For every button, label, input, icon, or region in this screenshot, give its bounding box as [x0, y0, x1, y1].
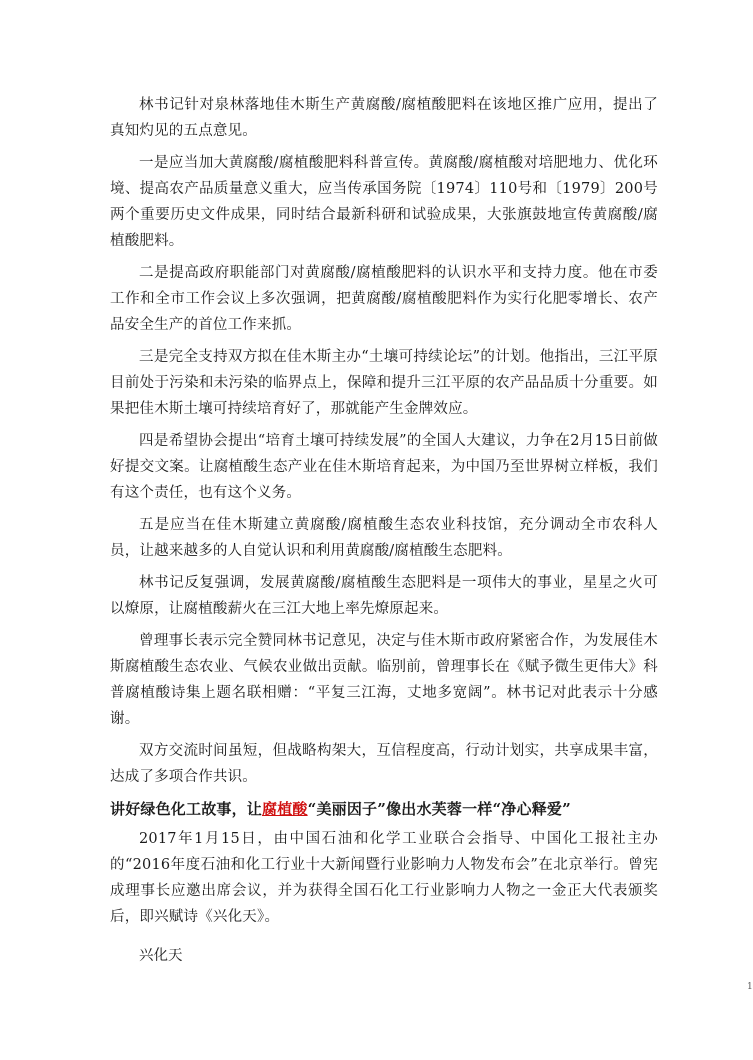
paragraph-response: 曾理事长表示完全赞同林书记意见，决定与佳木斯市政府紧密合作，为发展佳木斯腐植酸生态农业、气候农业做出贡献。临别前，曾理事长在《赋予微生更伟大》科普腐植酸诗集上题名联相赠：“平复三江海，丈地多宽阔”。林书记对此表示十分感谢。 — [110, 633, 658, 727]
paragraph-point-1: 一是应当加大黄腐酸/腐植酸肥料科普宣传。黄腐酸/腐植酸对培肥地力、优化环境、提高农产品质量意义重大，应当传承国务院〔1974〕110号和〔1979〕200号两个重要历史文件成果，同时结合最新科研和试验成果，大张旗鼓地宣传黄腐酸/腐植酸肥料。 — [110, 155, 658, 249]
paragraph-event: 2017年1月15日，由中国石油和化学工业联合会指导、中国化工报社主办的“2016年度石油和化工行业十大新闻暨行业影响力人物发布会”在北京举行。曾宪成理事长应邀出席会议，并为获得全国石化工行业影响力人物之一金正大代表颁奖后，即兴赋诗《兴化天》。 — [110, 831, 658, 925]
paragraph-emphasis: 林书记反复强调，发展黄腐酸/腐植酸生态肥料是一项伟大的事业，星星之火可以燎原，让腐植酸薪火在三江大地上率先燎原起来。 — [110, 575, 658, 617]
paragraph-summary: 双方交流时间虽短，但战略构架大，互信程度高，行动计划实，共享成果丰富，达成了多项合作共识。 — [110, 743, 658, 785]
section-heading — [110, 796, 658, 822]
paragraph-point-5: 五是应当在佳木斯建立黄腐酸/腐植酸生态农业科技馆，充分调动全市农科人员，让越来越多的人自觉认识和利用黄腐酸/腐植酸生态肥料。 — [110, 517, 658, 559]
paragraph-point-4: 四是希望协会提出“培育土壤可持续发展”的全国人大建议，力争在2月15日前做好提交文案。让腐植酸生态产业在佳木斯培育起来，为中国乃至世界树立样板，我们有这个责任，也有这个义务。 — [110, 433, 658, 501]
poem-title: 兴化天 — [139, 948, 183, 964]
paragraph-point-3: 三是完全支持双方拟在佳木斯主办“土壤可持续论坛”的计划。他指出，三江平原目前处于污染和未污染的临界点上，保障和提升三江平原的农产品品质十分重要。如果把佳木斯土壤可持续培育好了，那就能产生金牌效应。 — [110, 349, 658, 417]
heading-text-after: “美丽因子”像出水芙蓉一样“净心释爱” — [307, 800, 571, 818]
heading-text-before: 讲好绿色化工故事，让 — [110, 800, 263, 818]
heading-highlight-link[interactable]: 腐植酸 — [262, 800, 308, 818]
article-body — [110, 92, 658, 936]
paragraph-point-2: 二是提高政府职能部门对黄腐酸/腐植酸肥料的认识水平和支持力度。他在市委工作和全市工作会议上多次强调，把黄腐酸/腐植酸肥料作为实行化肥零增长、农产品安全生产的首位工作来抓。 — [110, 265, 658, 333]
page-number: 1 — [747, 982, 753, 992]
paragraph-intro: 林书记针对泉林落地佳木斯生产黄腐酸/腐植酸肥料在该地区推广应用，提出了真知灼见的五点意见。 — [110, 97, 658, 139]
